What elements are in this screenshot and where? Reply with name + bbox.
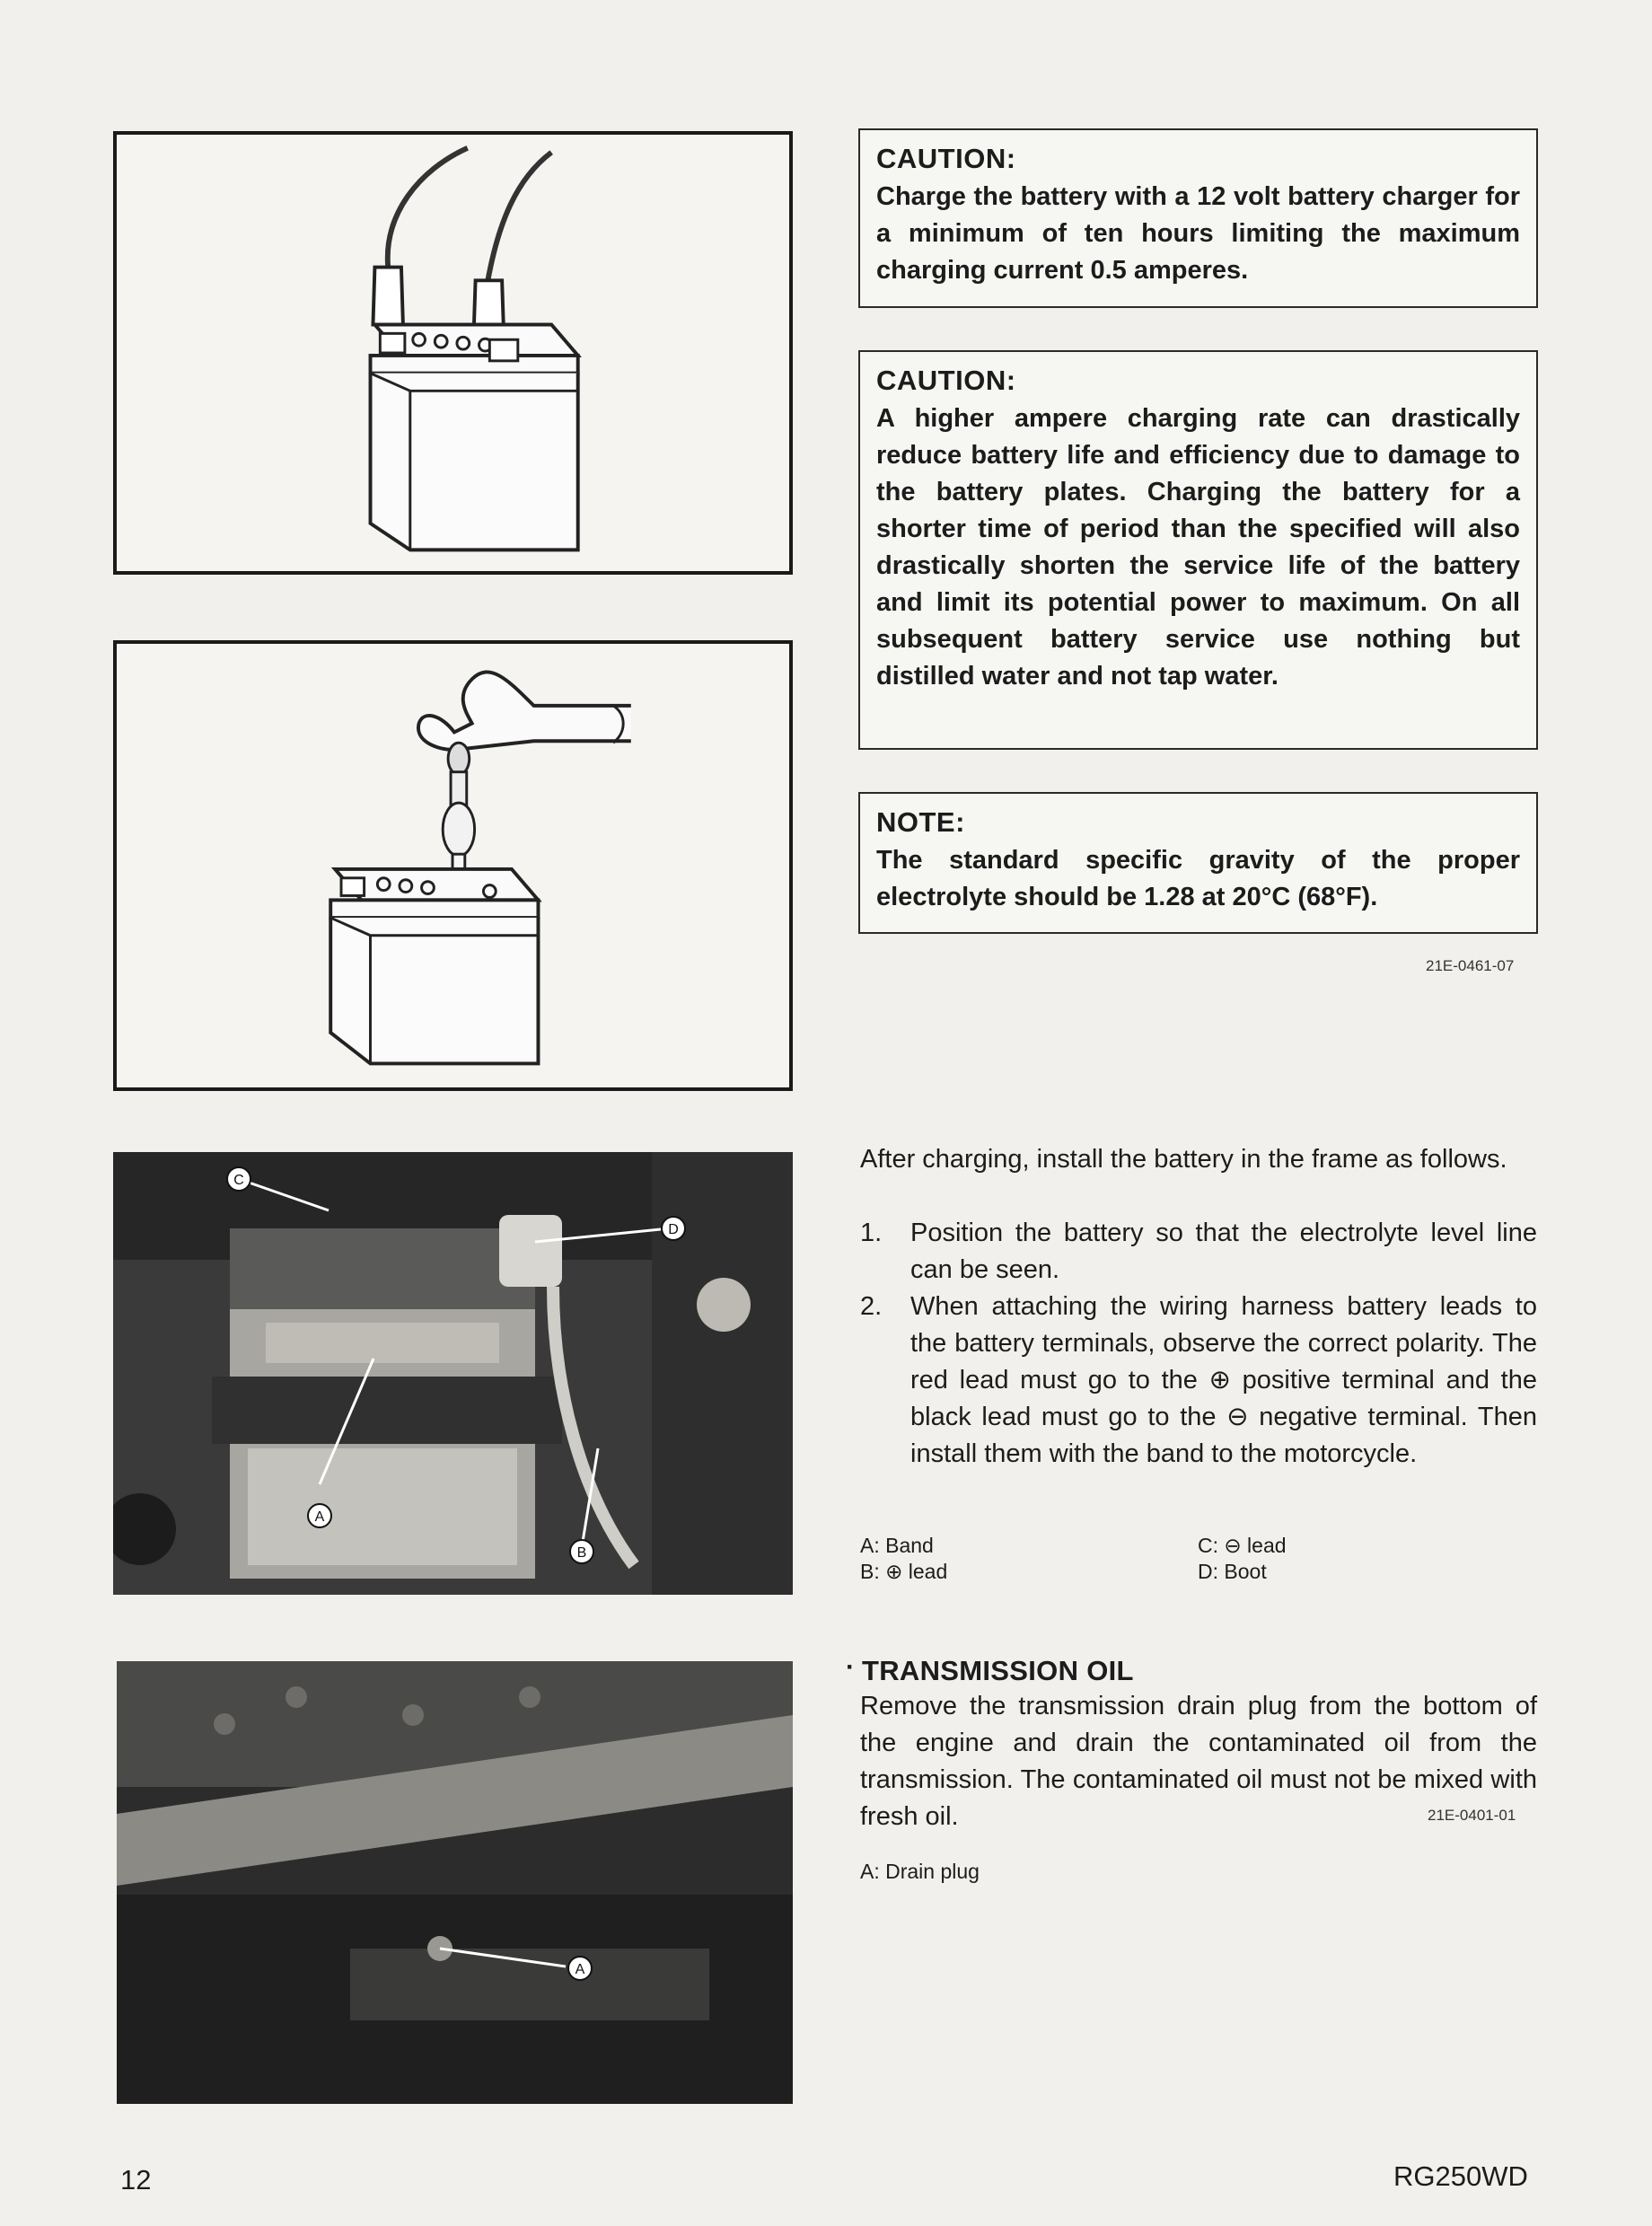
caution-box-charge-rate	[858, 350, 1538, 750]
note-box-specific-gravity	[858, 792, 1538, 934]
model-code: RG250WD	[1393, 2160, 1528, 2192]
hydrometer-illustration	[117, 644, 789, 1087]
install-step	[860, 1215, 1537, 1289]
step-number: 1.	[860, 1219, 883, 1247]
note-body: The standard specific gravity of the proper electrolyte should be 1.28 at 20°C (68°F).	[876, 846, 1520, 911]
step-number: 2.	[860, 1292, 883, 1321]
legend-d: D: Boot	[1198, 1560, 1267, 1583]
caution-title: CAUTION:	[876, 365, 1016, 396]
label-b: B	[576, 1545, 587, 1561]
battery-installed-photo	[113, 1152, 793, 1595]
caution-body: Charge the battery with a 12 volt battery charger for a minimum of ten hours limiting the maximum charging current 0.5 amperes.	[876, 182, 1520, 285]
battery-charger-illustration	[117, 135, 789, 571]
section-bullet: ·	[846, 1652, 855, 1682]
figure-battery-installed-photo	[113, 1152, 793, 1595]
install-intro: After charging, install the battery in the frame as follows.	[860, 1145, 1507, 1174]
label-drain-a: A	[575, 1962, 585, 1977]
caution-title: CAUTION:	[876, 143, 1016, 174]
label-c: C	[233, 1173, 244, 1188]
transmission-body: Remove the transmission drain plug from the bottom of the engine and drain the contaminated oil from the transmission. The contaminated oil must not be mixed with fresh oil.	[860, 1692, 1537, 1831]
drain-plug-photo	[117, 1661, 793, 2104]
note-title: NOTE:	[876, 806, 965, 838]
reference-code: 21E-0461-07	[1426, 957, 1515, 974]
step-text: When attaching the wiring harness battery leads to the battery terminals, observe the correct polarity. The red lead must go to the ⊕ positive terminal and the black lead must go to the ⊖ negative terminal. Then install them with the band to the motorcycle.	[910, 1292, 1537, 1468]
figure-drain-plug-photo	[117, 1661, 793, 2104]
legend-drain-plug: A: Drain plug	[860, 1860, 980, 1883]
label-a: A	[314, 1509, 325, 1525]
install-step	[860, 1289, 1537, 1473]
install-steps	[860, 1215, 1537, 1473]
step-text: Position the battery so that the electrolyte level line can be seen.	[910, 1219, 1537, 1284]
caution-body: A higher ampere charging rate can drastically reduce battery life and efficiency due to damage to the battery plates. Charging the battery for a shorter time of period than the specified will also drastically shorten the service life of the battery and limit its potential power to maximum. On all subsequent battery service use nothing but distilled water and not tap water.	[876, 404, 1520, 691]
legend-c: C: ⊖ lead	[1198, 1534, 1287, 1557]
legend-b: B: ⊕ lead	[860, 1560, 948, 1583]
caution-box-charging	[858, 128, 1538, 308]
section-title-transmission-oil: TRANSMISSION OIL	[862, 1655, 1134, 1686]
figure-hydrometer	[113, 640, 793, 1091]
reference-code: 21E-0401-01	[1428, 1807, 1516, 1824]
legend-a: A: Band	[860, 1534, 934, 1557]
figure-battery-charger	[113, 131, 793, 575]
label-d: D	[668, 1222, 679, 1237]
page-number: 12	[120, 2164, 152, 2195]
